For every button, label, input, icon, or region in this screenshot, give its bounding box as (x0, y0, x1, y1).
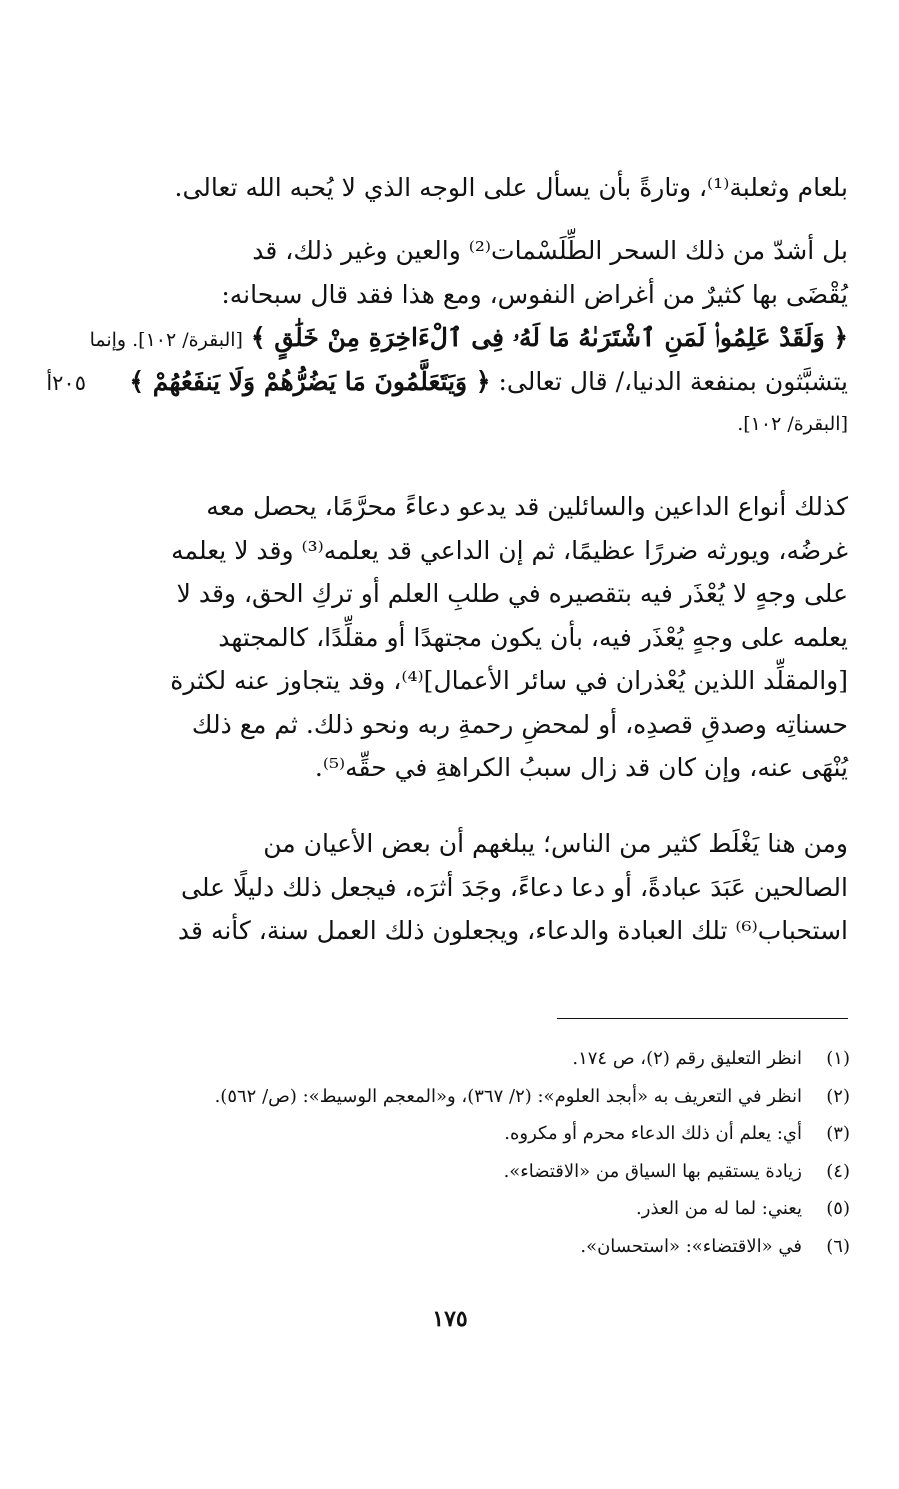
footnote (95, 1040, 850, 1078)
page-number: ١٧٥ (432, 1306, 468, 1332)
paragraph-line: غرضُه، ويورثه ضررًا عظيمًا، ثم إن الداعي قد يعلمه⁽³⁾ وقد لا يعلمه (171, 535, 848, 565)
footnote (95, 1228, 850, 1266)
footnote (95, 1115, 850, 1153)
footnote-number: (٣) (826, 1123, 850, 1144)
paragraph-1 (148, 166, 848, 210)
quran-verse: ﴿ وَلَقَدْ عَلِمُوا۟ لَمَنِ ٱشْتَرَىٰهُ مَا لَهُۥ فِى ٱلْءَاخِرَةِ مِنْ خَلَٰقٍ ﴾ (250, 323, 848, 352)
paragraph-text: يتشبَّثون بمنفعة الدنيا،/ قال تعالى: (498, 366, 848, 396)
paragraph-3 (148, 485, 848, 790)
footnote (95, 1190, 850, 1228)
paragraph-line: يُنْهَى عنه، وإن كان قد زال سببُ الكراهةِ في حقِّه⁽⁵⁾. (314, 753, 848, 782)
paragraph-line: حسناتِه وصدقِ قصدِه، أو لمحضِ رحمةِ ربه ونحو ذلك. ثم مع ذلك (191, 709, 848, 739)
footnote-number: (٢) (826, 1085, 850, 1107)
paragraph-line: استحباب⁽⁶⁾ تلك العبادة والدعاء، ويجعلون ذلك العمل سنة، كأنه قد (177, 916, 848, 945)
paragraph-line: [والمقلِّد اللذين يُعْذران في سائر الأعمال]⁽⁴⁾، وقد يتجاوز عنه لكثرة (170, 666, 848, 695)
paragraph-line: يعلمه على وجهٍ يُعْذَر فيه، بأن يكون مجتهدًا أو مقلِّدًا، كالمجتهد (218, 622, 848, 652)
paragraph-line: الصالحين عَبَدَ عبادةً، أو دعا دعاءً، وجَدَ أثرَه، فيجعل ذلك دليلًا على (181, 872, 848, 902)
paragraph-2 (89, 229, 848, 447)
footnote-number: (٤) (826, 1160, 850, 1182)
footnote-text: انظر في التعريف به «أبجد العلوم»: (٢/ ٣٦٧)، و«المعجم الوسيط»: (ص/ ٥٦٢). (214, 1085, 802, 1107)
paragraph-line-quran (129, 360, 848, 404)
paragraph-line: كذلك أنواع الداعين والسائلين قد يدعو دعاءً محرَّمًا، يحصل معه (206, 492, 848, 521)
paragraph-line: بلعام وثعلبة⁽¹⁾، وتارةً بأن يسأل على الوجه الذي لا يُحبه الله تعالى. (174, 173, 848, 202)
footnote-text: يعني: لما له من العذر. (636, 1198, 802, 1219)
paragraph-line: يُقْضَى بها كثيرٌ من أغراض النفوس، ومع هذا فقد قال سبحانه: (221, 279, 848, 309)
manuscript-folio-marker: ٢٠٥أ (46, 371, 86, 395)
paragraph-line: على وجهٍ لا يُعْذَر فيه بتقصيره في طلبِ العلم أو تركِ الحق، وقد لا (176, 579, 848, 608)
footnote-number: (٥) (826, 1198, 850, 1219)
footnote-text: زيادة يستقيم بها السياق من «الاقتضاء». (503, 1160, 802, 1182)
paragraph-line: بل أشدّ من ذلك السحر الطِّلَسْمات⁽²⁾ والعين وغير ذلك، قد (252, 236, 848, 265)
paragraph-4 (148, 822, 848, 953)
footnote-text: في «الاقتضاء»: «استحسان». (580, 1235, 802, 1257)
verse-reference: [البقرة/ ١٠٢]. وإنما (89, 329, 243, 351)
footnote-separator (557, 1018, 848, 1019)
quran-verse: ﴿ وَيَتَعَلَّمُونَ مَا يَضُرُّهُمْ وَلَا يَنفَعُهُمْ ﴾ (129, 366, 491, 396)
footnote-text: أي: يعلم أن ذلك الدعاء محرم أو مكروه. (504, 1123, 802, 1144)
footnote-number: (٦) (826, 1235, 850, 1257)
footnote-text: انظر التعليق رقم (٢)، ص ١٧٤. (572, 1048, 802, 1069)
paragraph-line: ومن هنا يَغْلَط كثير من الناس؛ يبلغهم أن بعض الأعيان من (263, 829, 848, 858)
verse-reference: [البقرة/ ١٠٢]. (737, 413, 848, 435)
footnote (95, 1153, 850, 1191)
footnotes (95, 1040, 850, 1265)
footnote (95, 1078, 850, 1116)
footnote-number: (١) (826, 1048, 850, 1069)
paragraph-line-quran (89, 316, 848, 360)
